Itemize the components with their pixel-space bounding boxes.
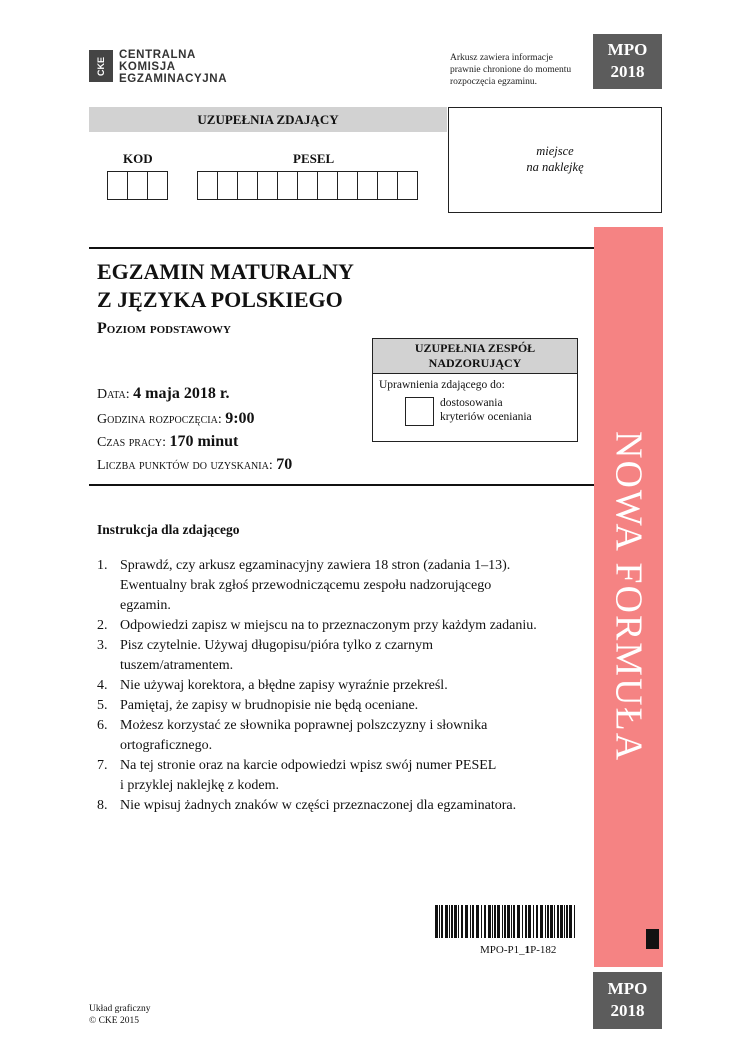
heading-line: UZUPEŁNIA ZESPÓŁ: [414, 341, 536, 355]
instruction-text: [120, 696, 418, 716]
instruction-line: Sprawdź, czy arkusz egzaminacyjny zawiera 18 stron (zadania 1–13).: [120, 558, 511, 573]
instruction-text: [120, 676, 448, 696]
barcode-text: [480, 944, 556, 956]
kod-cell[interactable]: [147, 171, 168, 200]
barcode-bar: [504, 905, 506, 938]
instruction-line: ortograficznego.: [120, 738, 213, 753]
pesel-cell[interactable]: [317, 171, 338, 200]
barcode-bar: [560, 905, 563, 938]
pesel-cell[interactable]: [217, 171, 238, 200]
level-text: Poziom podstawowy: [97, 320, 231, 337]
instruction-number: 1.: [97, 558, 108, 573]
exam-code-bottom: [593, 972, 662, 1029]
barcode-bar: [517, 905, 520, 938]
exam-code: MPO: [607, 40, 648, 59]
confidentiality-notice: [450, 52, 590, 88]
barcode-bar: [564, 905, 565, 938]
instruction-line: Na tej stronie oraz na karcie odpowiedzi wpisz swój numer PESEL: [120, 758, 497, 773]
date-label: Data:: [97, 387, 130, 402]
kod-cell[interactable]: [107, 171, 128, 200]
option-line: kryteriów oceniania: [440, 411, 532, 423]
instruction-text: [120, 756, 496, 796]
exam-points: [97, 456, 292, 474]
barcode-bar: [566, 905, 568, 938]
exam-date: [97, 385, 229, 403]
divider: [89, 484, 594, 486]
pesel-cell[interactable]: [277, 171, 298, 200]
date-value: 4 maja 2018 r.: [133, 385, 230, 402]
instruction-item: [97, 696, 577, 716]
sticker-area[interactable]: [448, 107, 662, 213]
instruction-text: [120, 716, 487, 756]
barcode-bar: [470, 905, 471, 938]
instruction-line: i przyklej naklejkę z kodem.: [120, 778, 279, 793]
logo-line: EGZAMINACYJNA: [119, 73, 228, 85]
barcode-bar: [511, 905, 512, 938]
instruction-number: 2.: [97, 618, 108, 633]
instruction-item: [97, 556, 577, 616]
barcode-bar: [528, 905, 531, 938]
footer: [89, 1003, 150, 1027]
barcode-bar: [476, 905, 479, 938]
exam-code-top: [593, 34, 662, 89]
instruction-line: Nie używaj korektora, a błędne zapisy wyraźnie przekreśl.: [120, 678, 448, 693]
instruction-number: 4.: [97, 678, 108, 693]
notice-line: rozpoczęcia egzaminu.: [450, 77, 538, 87]
instruction-line: tuszem/atramentem.: [120, 658, 234, 673]
logo-line: KOMISJA: [119, 61, 176, 73]
kod-label: KOD: [123, 151, 153, 166]
instruction-text: [120, 556, 510, 616]
candidate-section-label: UZUPEŁNIA ZDAJĄCY: [89, 107, 447, 132]
instruction-number: 6.: [97, 718, 108, 733]
barcode-bar: [458, 905, 459, 938]
barcode-bar: [494, 905, 496, 938]
footer-line: Układ graficzny: [89, 1004, 151, 1014]
heading-line: NADZORUJĄCY: [428, 356, 522, 370]
pesel-input[interactable]: [198, 171, 418, 200]
barcode-bar: [547, 905, 549, 938]
instruction-item: [97, 796, 577, 816]
exam-year: 2018: [610, 1001, 645, 1020]
adjusted-criteria-label: [440, 396, 532, 424]
barcode-bar: [454, 905, 457, 938]
exam-year: 2018: [610, 62, 645, 81]
barcode-bar: [441, 905, 443, 938]
pesel-cell[interactable]: [397, 171, 418, 200]
barcode: [435, 905, 577, 938]
barcode-bar: [439, 905, 440, 938]
barcode-bar: [492, 905, 493, 938]
cke-logo-icon: CKE: [89, 50, 113, 82]
pesel-cell[interactable]: [357, 171, 378, 200]
barcode-bar: [488, 905, 491, 938]
barcode-bar: [481, 905, 482, 938]
duration-value: 170 minut: [169, 433, 239, 450]
barcode-bar: [574, 905, 575, 938]
barcode-bar: [451, 905, 453, 938]
instruction-text: [120, 796, 516, 816]
instruction-item: [97, 756, 577, 796]
barcode-bar: [550, 905, 553, 938]
barcode-bar: [449, 905, 450, 938]
barcode-bar: [484, 905, 486, 938]
exam-start: [97, 410, 255, 428]
barcode-bar: [569, 905, 572, 938]
instructions-list: [97, 556, 577, 816]
barcode-bar: [472, 905, 474, 938]
pesel-cell[interactable]: [237, 171, 258, 200]
exam-code: MPO: [607, 979, 648, 998]
start-value: 9:00: [225, 410, 255, 427]
title-line: Z JĘZYKA POLSKIEGO: [97, 287, 343, 312]
pesel-cell[interactable]: [197, 171, 218, 200]
exam-level: [97, 320, 231, 338]
pesel-cell[interactable]: [377, 171, 398, 200]
instructions-title: Instrukcja dla zdającego: [97, 522, 240, 537]
kod-cell[interactable]: [127, 171, 148, 200]
kod-input[interactable]: [108, 171, 168, 200]
banner-label: NOWA FORMUŁA: [607, 431, 650, 763]
barcode-text-part: MPO-P1_: [480, 944, 525, 956]
barcode-bar: [545, 905, 546, 938]
start-label: Godzina rozpoczęcia:: [97, 412, 222, 427]
pesel-label: PESEL: [293, 151, 335, 166]
instruction-item: [97, 716, 577, 756]
title-line: EGZAMIN MATURALNY: [97, 259, 354, 284]
side-banner-text: [594, 227, 663, 967]
barcode-bar: [525, 905, 527, 938]
instruction-item: [97, 676, 577, 696]
barcode-bar: [435, 905, 438, 938]
instruction-line: Pisz czytelnie. Używaj długopisu/pióra tylko z czarnym: [120, 638, 433, 653]
supervisors-heading: [373, 339, 577, 374]
instruction-line: Odpowiedzi zapisz w miejscu na to przeznaczonym przy każdym zadaniu.: [120, 618, 537, 633]
barcode-bar: [536, 905, 538, 938]
barcode-bar: [497, 905, 500, 938]
pesel-cell[interactable]: [337, 171, 358, 200]
barcode-text-part: 1: [524, 944, 531, 956]
instruction-text: [120, 616, 537, 636]
barcode-bar: [507, 905, 510, 938]
instruction-item: [97, 636, 577, 676]
supervisors-box: [372, 338, 578, 442]
instruction-number: 3.: [97, 638, 108, 653]
duration-label: Czas pracy:: [97, 435, 166, 450]
exam-duration: [97, 433, 238, 451]
barcode-bar: [554, 905, 555, 938]
cke-logo-text: [119, 49, 227, 85]
pesel-cell[interactable]: [257, 171, 278, 200]
sticker-label: miejsce: [536, 144, 574, 158]
instruction-number: 7.: [97, 758, 108, 773]
divider: [89, 247, 594, 249]
barcode-bar: [533, 905, 534, 938]
pesel-cell[interactable]: [297, 171, 318, 200]
exam-title: [97, 258, 354, 314]
points-value: 70: [276, 456, 293, 473]
barcode-bar: [502, 905, 503, 938]
sticker-label: na naklejkę: [526, 160, 584, 174]
instruction-line: Możesz korzystać ze słownika poprawnej polszczyzny i słownika: [120, 718, 488, 733]
barcode-bar: [540, 905, 543, 938]
option-line: dostosowania: [440, 397, 503, 409]
instruction-line: egzamin.: [120, 598, 171, 613]
notice-line: prawnie chronione do momentu: [450, 65, 572, 75]
barcode-text-part: P-182: [530, 944, 557, 956]
instruction-line: Pamiętaj, że zapisy w brudnopisie nie będą oceniane.: [120, 698, 419, 713]
barcode-bar: [465, 905, 468, 938]
adjusted-criteria-checkbox[interactable]: [405, 397, 434, 426]
registration-mark: [646, 929, 659, 949]
notice-line: Arkusz zawiera informacje: [450, 53, 553, 63]
instruction-number: 8.: [97, 798, 108, 813]
barcode-bar: [445, 905, 448, 938]
barcode-bar: [461, 905, 463, 938]
instruction-line: Ewentualny brak zgłoś przewodniczącemu zespołu nadzorującego: [120, 578, 492, 593]
instruction-line: Nie wpisuj żadnych znaków w części przeznaczonej dla egzaminatora.: [120, 798, 517, 813]
instruction-text: [120, 636, 433, 676]
instruction-number: 5.: [97, 698, 108, 713]
footer-line: © CKE 2015: [89, 1016, 139, 1026]
instruction-item: [97, 616, 577, 636]
rights-label: Uprawnienia zdającego do:: [379, 379, 505, 391]
logo-line: CENTRALNA: [119, 49, 196, 61]
barcode-bar: [522, 905, 523, 938]
barcode-bar: [557, 905, 559, 938]
points-label: Liczba punktów do uzyskania:: [97, 458, 273, 473]
barcode-bar: [513, 905, 515, 938]
